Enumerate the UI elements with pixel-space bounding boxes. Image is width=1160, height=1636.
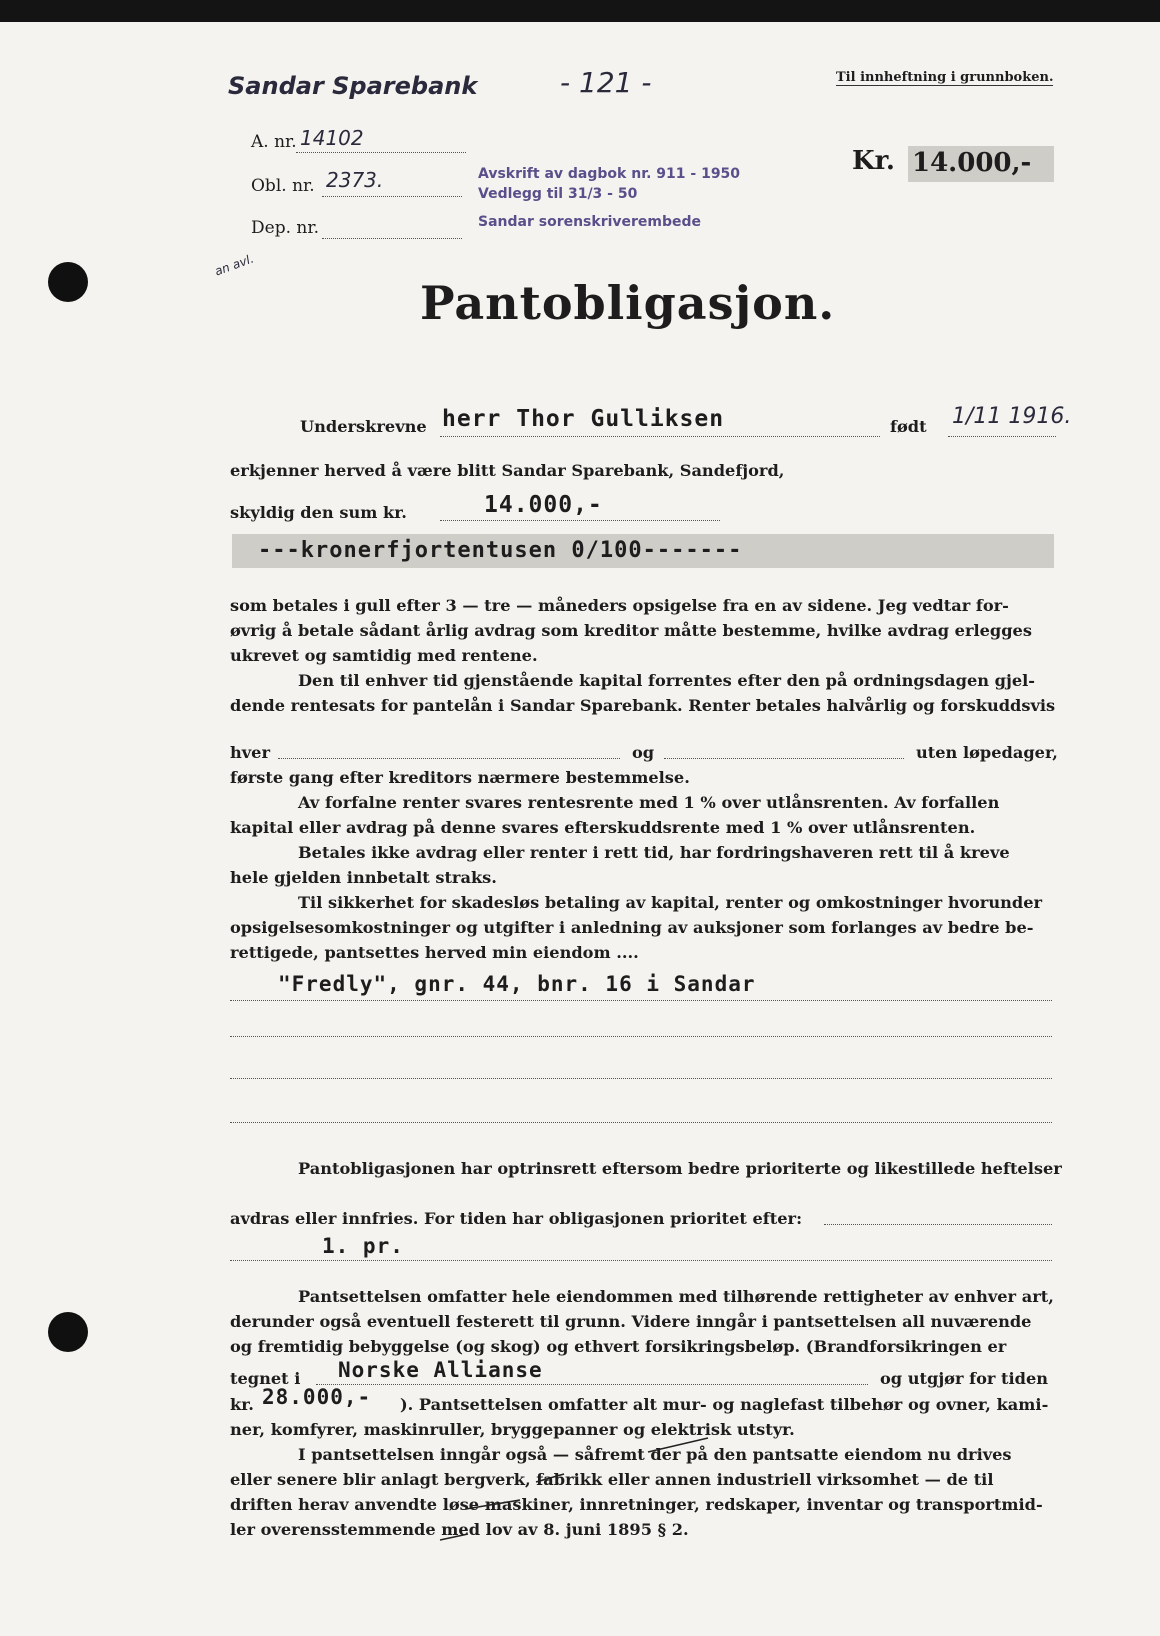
- registry-stamp-line3: Sandar sorenskriverembede: [478, 214, 702, 230]
- kr-amount: 14.000,-: [912, 148, 1032, 178]
- p1-line1: som betales i gull efter 3 — tre — måneders opsigelse fra en av sidene. Jeg vedtar for-: [230, 596, 1009, 615]
- margin-note: an avl.: [212, 251, 256, 279]
- p3-line1: Av forfalne renter svares rentesrente med 1 % over utlånsrenten. Av forfallen: [298, 793, 1000, 812]
- kr-label: Kr.: [852, 146, 895, 176]
- sum-label: skyldig den sum kr.: [230, 503, 407, 522]
- p8-line2: eller senere blir anlagt bergverk, fabrikk eller annen industriell virksomhet — de til: [230, 1470, 994, 1489]
- obl-nr-value: 2373.: [326, 168, 384, 192]
- p4-line1: Betales ikke avdrag eller renter i rett tid, har fordringshaveren rett til å kreve: [298, 843, 1010, 862]
- born-label: født: [890, 417, 927, 436]
- p6-line1: Pantobligasjonen har optrinsrett eftersom bedre prioriterte og likestillede heftelser: [298, 1159, 1062, 1178]
- acknowledge-line: erkjenner herved å være blitt Sandar Sparebank, Sandefjord,: [230, 461, 785, 480]
- p4-line2: hele gjelden innbetalt straks.: [230, 868, 497, 887]
- p3-line2: kapital eller avdrag på denne svares efterskuddsrente med 1 % over utlånsrenten.: [230, 818, 976, 837]
- p1-line3: ukrevet og samtidig med rentene.: [230, 646, 538, 665]
- p6-line2: avdras eller innfries. For tiden har obligasjonen prioritet efter:: [230, 1209, 803, 1228]
- debtor-label: Underskrevne: [300, 417, 427, 436]
- p5-line1: Til sikkerhet for skadesløs betaling av kapital, renter og omkostninger hvorunder: [298, 893, 1043, 912]
- page-number: - 121 -: [560, 66, 652, 99]
- p7-line5-kr: kr.: [230, 1395, 254, 1414]
- insured-value: 28.000,-: [262, 1385, 372, 1409]
- priority-value: 1. pr.: [322, 1234, 404, 1258]
- registry-stamp-line1: Avskrift av dagbok nr. 911 - 1950: [478, 166, 741, 182]
- a-nr-value: 14102: [300, 126, 364, 150]
- p8-line1: I pantsettelsen inngår også — såfremt der på den pantsatte eiendom nu drives: [298, 1445, 1012, 1464]
- p7-line6: ner, komfyrer, maskinruller, bryggepanner og elektrisk utstyr.: [230, 1420, 795, 1439]
- obl-nr-label: Obl. nr.: [251, 176, 315, 196]
- document-title: Pantobligasjon.: [420, 276, 836, 330]
- p5-line2: opsigelsesomkostninger og utgifter i anledning av auksjoner som forlanges av bedre be-: [230, 918, 1034, 937]
- p2-line2: dende rentesats for pantelån i Sandar Sparebank. Renter betales halvårlig og forskuddsvis: [230, 696, 1056, 715]
- insurer-name: Norske Allianse: [338, 1358, 543, 1382]
- p2-line3-tail: uten løpedager,: [916, 743, 1058, 762]
- p2-line1: Den til enhver tid gjenstående kapital forrentes efter den på ordningsdagen gjel-: [298, 671, 1036, 690]
- p7-line2: derunder også eventuell festerett til grunn. Videre inngår i pantsettelsen all nuværende: [230, 1312, 1032, 1331]
- bank-name: Sandar Sparebank: [228, 72, 478, 100]
- p1-line2: øvrig å betale sådant årlig avdrag som kreditor måtte bestemme, hvilke avdrag erlegges: [230, 621, 1032, 640]
- born-value: 1/11 1916.: [952, 404, 1072, 429]
- p8-line4: ler overensstemmende med lov av 8. juni 1895 § 2.: [230, 1520, 689, 1539]
- p5-line3: rettigede, pantsettes herved min eiendom ....: [230, 943, 639, 962]
- dep-nr-label: Dep. nr.: [251, 218, 319, 238]
- p7-line4-label: tegnet i: [230, 1369, 301, 1388]
- p2-line3-og: og: [632, 743, 655, 762]
- filing-tag: Til innheftning i grunnboken.: [836, 70, 1054, 85]
- p7-line1: Pantsettelsen omfatter hele eiendommen med tilhørende rettigheter av enhver art,: [298, 1287, 1054, 1306]
- p7-line5-tail: ). Pantsettelsen omfatter alt mur- og naglefast tilbehør og ovner, kami-: [400, 1395, 1049, 1414]
- p2-line3-hver: hver: [230, 743, 271, 762]
- debtor-name: herr Thor Gulliksen: [442, 406, 725, 432]
- p8-line3: driften herav anvendte løse maskiner, innretninger, redskaper, inventar og transportmid-: [230, 1495, 1043, 1514]
- p2-line4: første gang efter kreditors nærmere bestemmelse.: [230, 768, 690, 787]
- a-nr-label: A. nr.: [251, 132, 297, 152]
- registry-stamp-line2: Vedlegg til 31/3 - 50: [478, 186, 638, 202]
- sum-in-words: ---kronerfjortentusen 0/100-------: [258, 538, 743, 563]
- p7-line3: og fremtidig bebyggelse (og skog) og ethvert forsikringsbeløp. (Brandforsikringen er: [230, 1337, 1007, 1356]
- sum-value: 14.000,-: [484, 492, 603, 518]
- property-description: "Fredly", gnr. 44, bnr. 16 i Sandar: [278, 972, 756, 996]
- p7-line4-tail: og utgjør for tiden: [880, 1369, 1049, 1388]
